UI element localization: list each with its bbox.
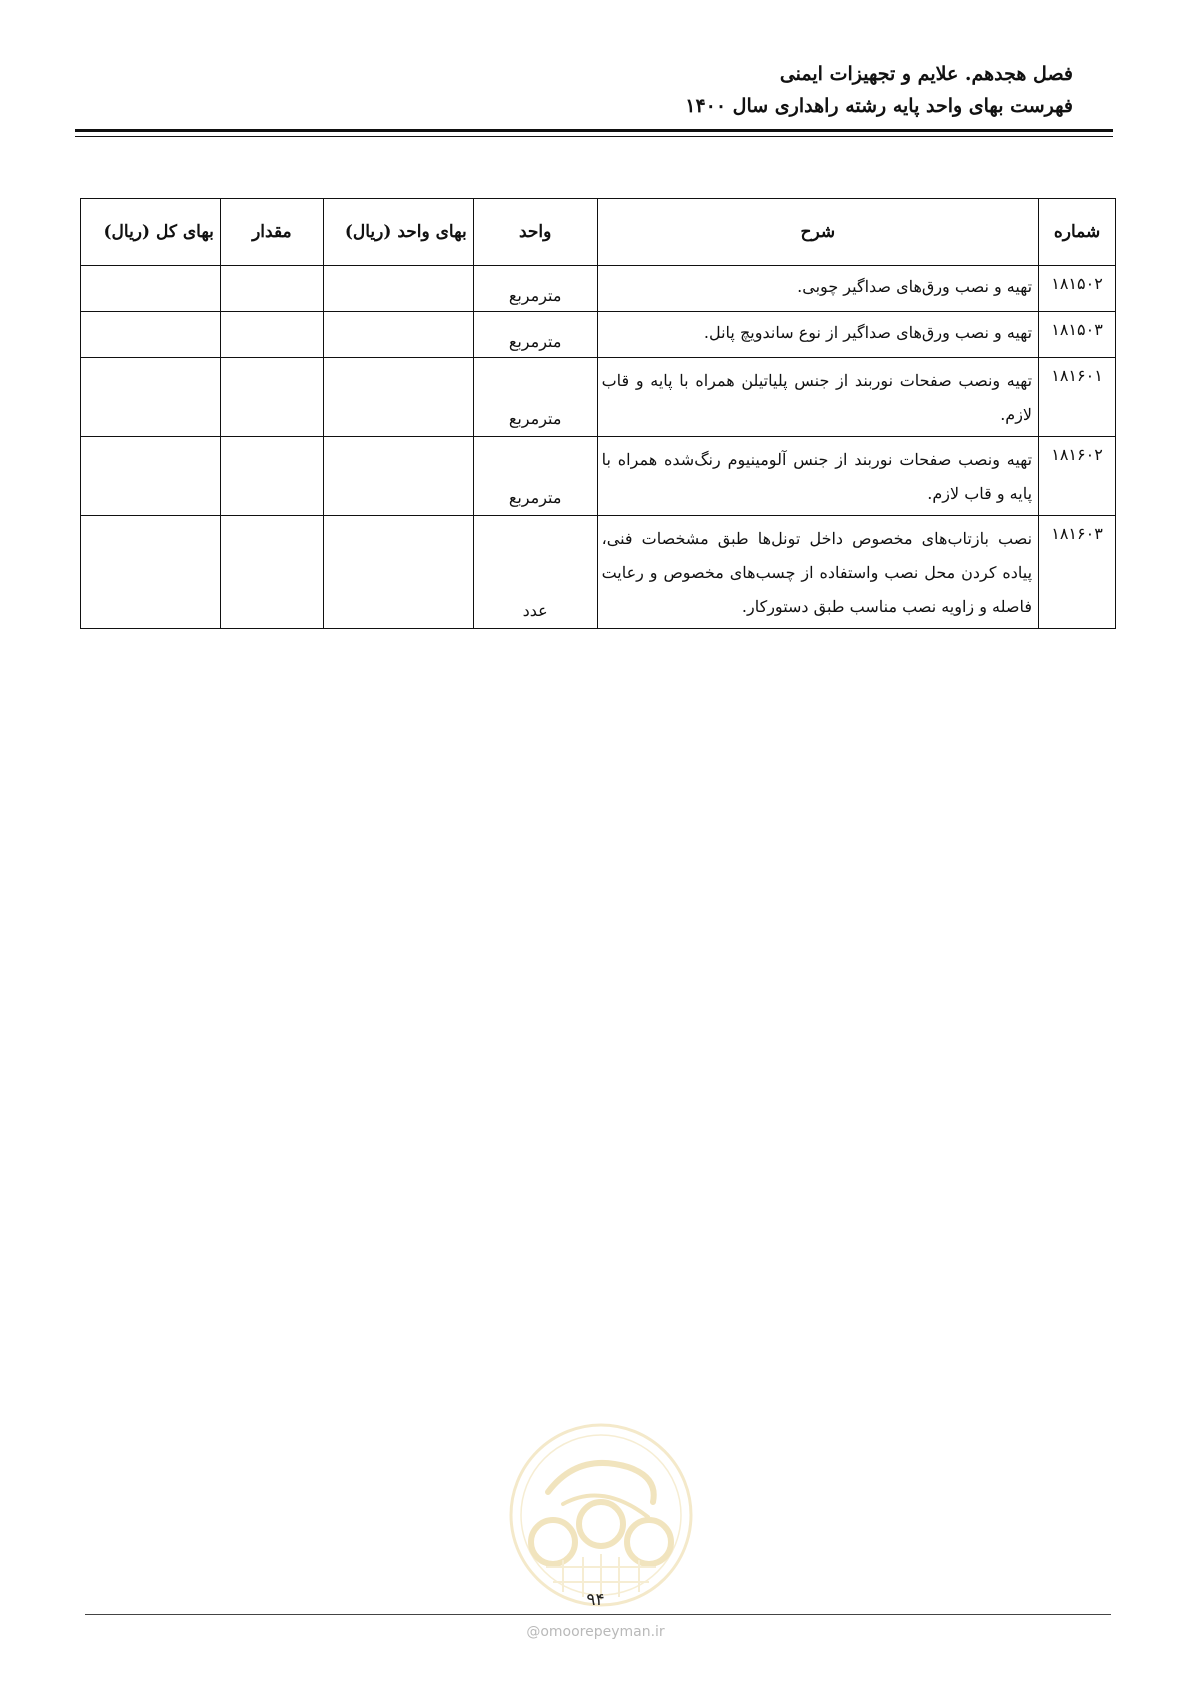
row-quantity	[220, 516, 323, 629]
col-header-total-price: بهای کل (ریال)	[81, 199, 221, 266]
row-total-price	[81, 516, 221, 629]
row-unit-price	[323, 266, 473, 312]
table-row	[81, 266, 1116, 312]
row-unit-price	[323, 358, 473, 437]
row-unit-price	[323, 437, 473, 516]
row-quantity	[220, 312, 323, 358]
header-rule-thin	[75, 136, 1113, 137]
row-description: تهیه و نصب ورق‌های صداگیر چوبی.	[597, 266, 1038, 312]
row-total-price	[81, 312, 221, 358]
website-watermark: @omoorepeyman.ir	[526, 1624, 665, 1640]
row-number: ۱۸۱۶۰۱	[1039, 358, 1116, 437]
table-row	[81, 437, 1116, 516]
row-unit: مترمربع	[473, 312, 597, 358]
row-unit: مترمربع	[473, 437, 597, 516]
row-unit: مترمربع	[473, 358, 597, 437]
price-list-table	[80, 198, 1116, 629]
row-description: تهیه ونصب صفحات نوربند از جنس پلیاتیلن همراه با پایه و قاب لازم.	[597, 358, 1038, 437]
table-row	[81, 312, 1116, 358]
list-title: فهرست بهای واحد پایه رشته راهداری سال ۱۴۰۰	[685, 95, 1073, 117]
chapter-title: فصل هجدهم. علایم و تجهیزات ایمنی	[779, 63, 1073, 85]
row-number: ۱۸۱۶۰۲	[1039, 437, 1116, 516]
page-number: ۹۴	[586, 1590, 605, 1610]
row-quantity	[220, 358, 323, 437]
omoore-peyman-seal-logo	[508, 1422, 694, 1608]
row-unit: مترمربع	[473, 266, 597, 312]
row-quantity	[220, 266, 323, 312]
row-number: ۱۸۱۶۰۳	[1039, 516, 1116, 629]
col-header-quantity: مقدار	[220, 199, 323, 266]
row-unit-price	[323, 312, 473, 358]
table-row	[81, 358, 1116, 437]
row-description: تهیه ونصب صفحات نوربند از جنس آلومینیوم رنگ‌شده همراه با پایه و قاب لازم.	[597, 437, 1038, 516]
row-total-price	[81, 358, 221, 437]
row-unit: عدد	[473, 516, 597, 629]
row-unit-price	[323, 516, 473, 629]
row-quantity	[220, 437, 323, 516]
page-header	[75, 58, 1073, 122]
col-header-unit: واحد	[473, 199, 597, 266]
row-total-price	[81, 266, 221, 312]
col-header-number: شماره	[1039, 199, 1116, 266]
row-total-price	[81, 437, 221, 516]
row-description: تهیه و نصب ورق‌های صداگیر از نوع ساندویچ پانل.	[597, 312, 1038, 358]
row-description: نصب بازتاب‌های مخصوص داخل تونل‌ها طبق مشخصات فنی، پیاده کردن محل نصب واستفاده از چسب‌های مخصوص و رعایت فاصله و زاویه نصب مناسب طبق دستورکار.	[597, 516, 1038, 629]
row-number: ۱۸۱۵۰۲	[1039, 266, 1116, 312]
header-rule-thick	[75, 129, 1113, 132]
row-number: ۱۸۱۵۰۳	[1039, 312, 1116, 358]
footer-rule	[85, 1614, 1111, 1615]
table-row	[81, 516, 1116, 629]
col-header-unit-price: بهای واحد (ریال)	[323, 199, 473, 266]
col-header-description: شرح	[597, 199, 1038, 266]
table-header-row	[81, 199, 1116, 266]
